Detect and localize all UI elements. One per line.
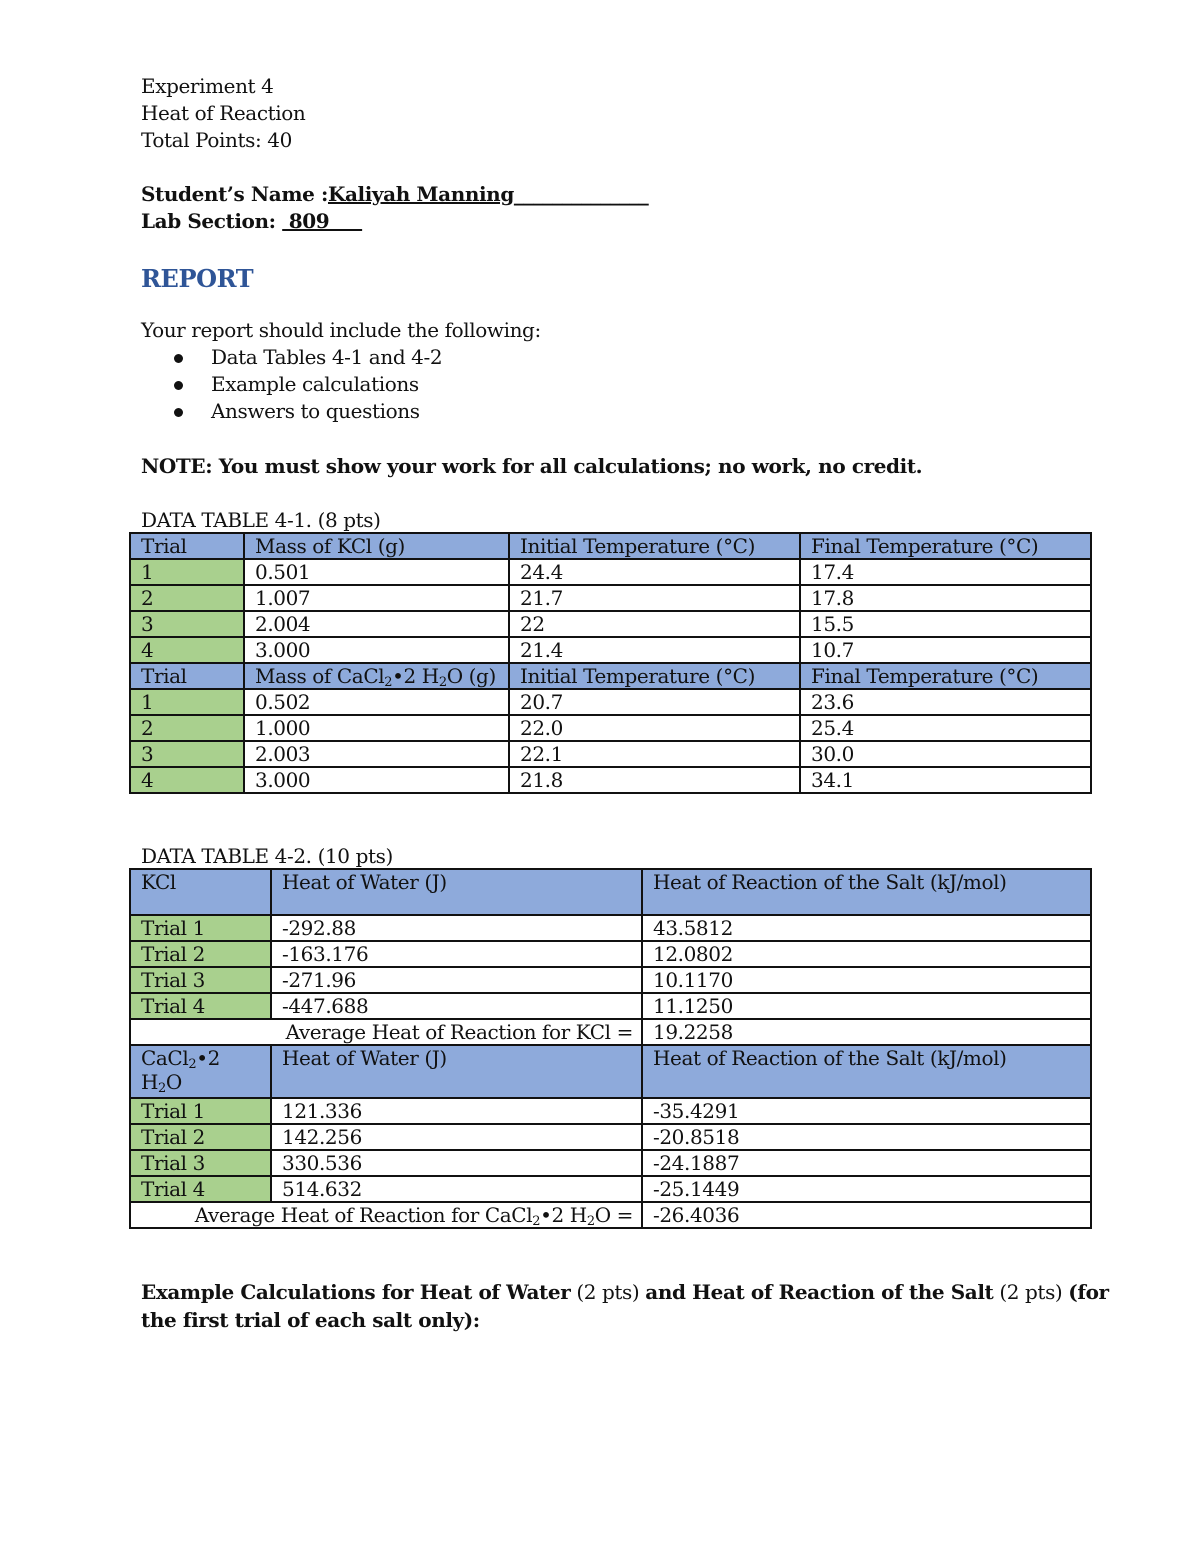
- trial-cell: Trial 2: [130, 1124, 271, 1150]
- table-cell[interactable]: 22.0: [509, 715, 800, 741]
- table-cell[interactable]: 0.502: [244, 689, 509, 715]
- table-header-cell: Heat of Reaction of the Salt (kJ/mol): [642, 869, 1091, 915]
- student-name-label: Student’s Name :: [141, 182, 328, 206]
- trial-cell: 3: [130, 611, 244, 637]
- table-header-cell: Heat of Water (J): [271, 869, 642, 915]
- table-header-cell: Initial Temperature (°C): [509, 533, 800, 559]
- table-header-cell: Trial: [130, 533, 244, 559]
- table-cell[interactable]: 15.5: [800, 611, 1091, 637]
- average-label: Average Heat of Reaction for CaCl$_2$•2 $H_2O$ =: [130, 1202, 642, 1228]
- trial-cell: 2: [130, 715, 244, 741]
- trial-cell: 2: [130, 585, 244, 611]
- data-table-4-2: [129, 868, 1092, 1229]
- table-cell[interactable]: 22.1: [509, 741, 800, 767]
- lab-section-line: [141, 209, 362, 233]
- table-cell[interactable]: 142.256: [271, 1124, 642, 1150]
- table-cell[interactable]: 22: [509, 611, 800, 637]
- table-row: [130, 1176, 1091, 1202]
- experiment-title: Heat of Reaction: [141, 101, 306, 125]
- table-header-cell: KCl: [130, 869, 271, 915]
- trial-cell: 4: [130, 767, 244, 793]
- table-row: [130, 559, 1091, 585]
- experiment-number: Experiment 4: [141, 74, 274, 98]
- example-calculations-heading: Example Calculations for Heat of Water (2 pts) and Heat of Reaction of the Salt (2 pts) (for: [141, 1280, 1109, 1304]
- table-header-cell: Final Temperature (°C): [800, 663, 1091, 689]
- student-name-line: [141, 182, 648, 206]
- table-cell[interactable]: 17.4: [800, 559, 1091, 585]
- table-cell[interactable]: 21.8: [509, 767, 800, 793]
- table-header-row: [130, 533, 1091, 559]
- trial-cell: Trial 2: [130, 941, 271, 967]
- table-cell[interactable]: -24.1887: [642, 1150, 1091, 1176]
- report-intro: Your report should include the following:: [141, 318, 541, 342]
- table-cell[interactable]: 3.000: [244, 767, 509, 793]
- table-row: [130, 1098, 1091, 1124]
- note-text: NOTE: You must show your work for all calculations; no work, no credit.: [141, 454, 923, 478]
- table-header-cell: Mass of CaCl$_2$•2 $H_2O$ (g): [244, 663, 509, 689]
- trial-cell: Trial 3: [130, 1150, 271, 1176]
- average-row: [130, 1019, 1091, 1045]
- table-cell[interactable]: 11.1250: [642, 993, 1091, 1019]
- table-row: [130, 637, 1091, 663]
- bullet-icon: [174, 381, 183, 390]
- student-name-value[interactable]: Kaliyah Manning: [327, 182, 514, 206]
- trial-cell: Trial 3: [130, 967, 271, 993]
- table-header-row: [130, 1045, 1091, 1098]
- table-cell[interactable]: 20.7: [509, 689, 800, 715]
- table2-caption: DATA TABLE 4-2. (10 pts): [141, 844, 393, 868]
- average-row: [130, 1202, 1091, 1228]
- table1-caption: DATA TABLE 4-1. (8 pts): [141, 508, 381, 532]
- table-cell[interactable]: 2.003: [244, 741, 509, 767]
- table-cell[interactable]: 34.1: [800, 767, 1091, 793]
- table-header-cell: Initial Temperature (°C): [509, 663, 800, 689]
- table-cell[interactable]: 0.501: [244, 559, 509, 585]
- table-cell[interactable]: -447.688: [271, 993, 642, 1019]
- table-cell[interactable]: 21.4: [509, 637, 800, 663]
- table-cell[interactable]: -20.8518: [642, 1124, 1091, 1150]
- trial-cell: Trial 4: [130, 1176, 271, 1202]
- table-cell[interactable]: 12.0802: [642, 941, 1091, 967]
- table-row: [130, 1124, 1091, 1150]
- table-header-row: [130, 663, 1091, 689]
- trial-cell: 4: [130, 637, 244, 663]
- table-header-cell: Mass of KCl (g): [244, 533, 509, 559]
- example-calculations-subheading: the first trial of each salt only):: [141, 1308, 480, 1332]
- report-requirements-list: [168, 345, 442, 426]
- trial-cell: Trial 4: [130, 993, 271, 1019]
- total-points: Total Points: 40: [141, 128, 292, 152]
- list-item: Data Tables 4-1 and 4-2: [168, 345, 442, 372]
- table-row: [130, 767, 1091, 793]
- trial-cell: 1: [130, 559, 244, 585]
- table-row: [130, 741, 1091, 767]
- table-row: [130, 611, 1091, 637]
- table-cell[interactable]: 43.5812: [642, 915, 1091, 941]
- table-header-cell: Trial: [130, 663, 244, 689]
- average-value[interactable]: -26.4036: [642, 1202, 1091, 1228]
- average-value[interactable]: 19.2258: [642, 1019, 1091, 1045]
- table-cell[interactable]: 514.632: [271, 1176, 642, 1202]
- list-item: Answers to questions: [168, 399, 442, 426]
- table-row: [130, 585, 1091, 611]
- table-row: [130, 915, 1091, 941]
- table-row: [130, 993, 1091, 1019]
- table-cell[interactable]: -292.88: [271, 915, 642, 941]
- list-item: Example calculations: [168, 372, 442, 399]
- table-cell[interactable]: 10.1170: [642, 967, 1091, 993]
- bullet-icon: [174, 408, 183, 417]
- table-cell[interactable]: -163.176: [271, 941, 642, 967]
- table-cell[interactable]: 17.8: [800, 585, 1091, 611]
- trial-cell: Trial 1: [130, 915, 271, 941]
- table-cell[interactable]: 24.4: [509, 559, 800, 585]
- table-cell[interactable]: -35.4291: [642, 1098, 1091, 1124]
- table-header-row: [130, 869, 1091, 915]
- table-cell[interactable]: 1.007: [244, 585, 509, 611]
- student-name-blank: ______________: [513, 182, 649, 206]
- table-cell[interactable]: 25.4: [800, 715, 1091, 741]
- table-cell[interactable]: 10.7: [800, 637, 1091, 663]
- table-cell[interactable]: 121.336: [271, 1098, 642, 1124]
- table-cell[interactable]: 30.0: [800, 741, 1091, 767]
- table-header-cell: CaCl$_2$•2 $H_2O$: [130, 1045, 271, 1098]
- table-cell[interactable]: -271.96: [271, 967, 642, 993]
- trial-cell: 3: [130, 741, 244, 767]
- table-row: [130, 689, 1091, 715]
- table-row: [130, 967, 1091, 993]
- table-header-cell: Heat of Water (J): [271, 1045, 642, 1098]
- average-label: Average Heat of Reaction for KCl =: [130, 1019, 642, 1045]
- table-header-cell: Heat of Reaction of the Salt (kJ/mol): [642, 1045, 1091, 1098]
- table-cell[interactable]: 1.000: [244, 715, 509, 741]
- table-cell[interactable]: 23.6: [800, 689, 1091, 715]
- table-cell[interactable]: 3.000: [244, 637, 509, 663]
- data-table-4-1: [129, 532, 1092, 794]
- bullet-icon: [174, 354, 183, 363]
- report-heading: REPORT: [141, 264, 254, 293]
- table-header-cell: Final Temperature (°C): [800, 533, 1091, 559]
- trial-cell: 1: [130, 689, 244, 715]
- table-row: [130, 1150, 1091, 1176]
- trial-cell: Trial 1: [130, 1098, 271, 1124]
- lab-section-label: Lab Section:: [141, 209, 283, 233]
- table-cell[interactable]: 330.536: [271, 1150, 642, 1176]
- table-row: [130, 941, 1091, 967]
- table-cell[interactable]: 21.7: [509, 585, 800, 611]
- table-cell[interactable]: 2.004: [244, 611, 509, 637]
- lab-section-value[interactable]: 809: [282, 209, 363, 233]
- table-row: [130, 715, 1091, 741]
- table-cell[interactable]: -25.1449: [642, 1176, 1091, 1202]
